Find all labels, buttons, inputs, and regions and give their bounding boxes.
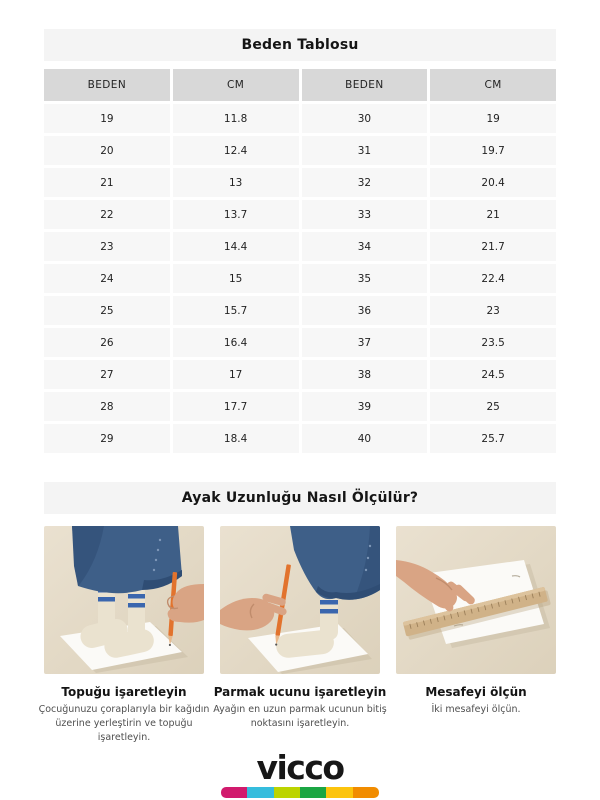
column-header-cm-left: CM: [173, 69, 299, 101]
vicco-logo: vicco: [256, 748, 344, 787]
size-cell: 31: [302, 136, 428, 165]
size-cell: 32: [302, 168, 428, 197]
size-cell: 13: [173, 168, 299, 197]
size-cell: 27: [44, 360, 170, 389]
size-table-title-bar: [44, 29, 556, 61]
measure-guide-title: Ayak Uzunluğu Nasıl Ölçülür?: [181, 490, 419, 506]
size-cell: 12.4: [173, 136, 299, 165]
size-cell: 33: [302, 200, 428, 229]
size-cell: 35: [302, 264, 428, 293]
step-title-mark-toe: Parmak ucunu işaretleyin: [213, 685, 387, 699]
size-table-body: [44, 104, 556, 453]
table-row: [44, 104, 556, 133]
size-cell: 23.5: [430, 328, 556, 357]
column-header-beden-right: BEDEN: [302, 69, 428, 101]
size-cell: 21: [44, 168, 170, 197]
step-mark-heel: [38, 526, 210, 744]
size-cell: 19: [44, 104, 170, 133]
step-desc-measure-distance: İki mesafeyi ölçün.: [431, 704, 521, 715]
rainbow-segment: [300, 787, 326, 798]
size-cell: 15: [173, 264, 299, 293]
size-cell: 25.7: [430, 424, 556, 453]
measure-distance-photo: [396, 526, 556, 674]
step-title-mark-heel: Topuğu işaretleyin: [61, 685, 187, 699]
size-cell: 14.4: [173, 232, 299, 261]
rainbow-segment: [221, 787, 247, 798]
measure-distance-illustration: [396, 526, 556, 674]
size-cell: 40: [302, 424, 428, 453]
measure-guide-title-bar: [44, 482, 556, 514]
step-mark-toe: [213, 526, 387, 744]
table-row: [44, 232, 556, 261]
size-cell: 24.5: [430, 360, 556, 389]
size-cell: 38: [302, 360, 428, 389]
rainbow-segment: [274, 787, 300, 798]
size-cell: 30: [302, 104, 428, 133]
table-row: [44, 168, 556, 197]
rainbow-segment: [247, 787, 273, 798]
size-cell: 20: [44, 136, 170, 165]
size-table-title: Beden Tablosu: [241, 37, 359, 53]
size-cell: 21.7: [430, 232, 556, 261]
size-cell: 25: [44, 296, 170, 325]
size-cell: 16.4: [173, 328, 299, 357]
table-row: [44, 392, 556, 421]
table-row: [44, 360, 556, 389]
mark-toe-illustration: [220, 526, 380, 674]
step-measure-distance: [396, 526, 556, 744]
table-row: [44, 136, 556, 165]
column-header-cm-right: CM: [430, 69, 556, 101]
step-title-measure-distance: Mesafeyi ölçün: [425, 685, 527, 699]
column-header-beden-left: BEDEN: [44, 69, 170, 101]
size-cell: 22: [44, 200, 170, 229]
brand-footer: [0, 748, 600, 798]
table-row: [44, 424, 556, 453]
size-cell: 20.4: [430, 168, 556, 197]
measure-steps: [38, 526, 556, 744]
size-cell: 17: [173, 360, 299, 389]
size-cell: 34: [302, 232, 428, 261]
mark-toe-photo: [220, 526, 380, 674]
table-row: [44, 264, 556, 293]
size-cell: 37: [302, 328, 428, 357]
size-cell: 13.7: [173, 200, 299, 229]
size-cell: 21: [430, 200, 556, 229]
mark-heel-photo: [44, 526, 204, 674]
size-table-header-row: [44, 69, 556, 101]
step-desc-mark-heel: Çocuğunuzu çoraplarıyla bir kağıdın üzerine yerleştirin ve topuğu işaretleyin.: [38, 704, 210, 743]
step-desc-mark-toe: Ayağın en uzun parmak ucunun bitiş noktasını işaretleyin.: [213, 704, 387, 729]
size-cell: 19.7: [430, 136, 556, 165]
size-cell: 26: [44, 328, 170, 357]
table-row: [44, 328, 556, 357]
size-cell: 29: [44, 424, 170, 453]
rainbow-segment: [353, 787, 379, 798]
table-row: [44, 296, 556, 325]
rainbow-segment: [326, 787, 352, 798]
size-cell: 28: [44, 392, 170, 421]
size-cell: 19: [430, 104, 556, 133]
size-cell: 15.7: [173, 296, 299, 325]
size-cell: 18.4: [173, 424, 299, 453]
size-cell: 36: [302, 296, 428, 325]
size-cell: 24: [44, 264, 170, 293]
size-cell: 23: [44, 232, 170, 261]
rainbow-bar: [221, 787, 379, 798]
size-cell: 17.7: [173, 392, 299, 421]
size-cell: 22.4: [430, 264, 556, 293]
size-cell: 25: [430, 392, 556, 421]
size-cell: 23: [430, 296, 556, 325]
mark-heel-illustration: [44, 526, 204, 674]
size-cell: 11.8: [173, 104, 299, 133]
size-cell: 39: [302, 392, 428, 421]
table-row: [44, 200, 556, 229]
